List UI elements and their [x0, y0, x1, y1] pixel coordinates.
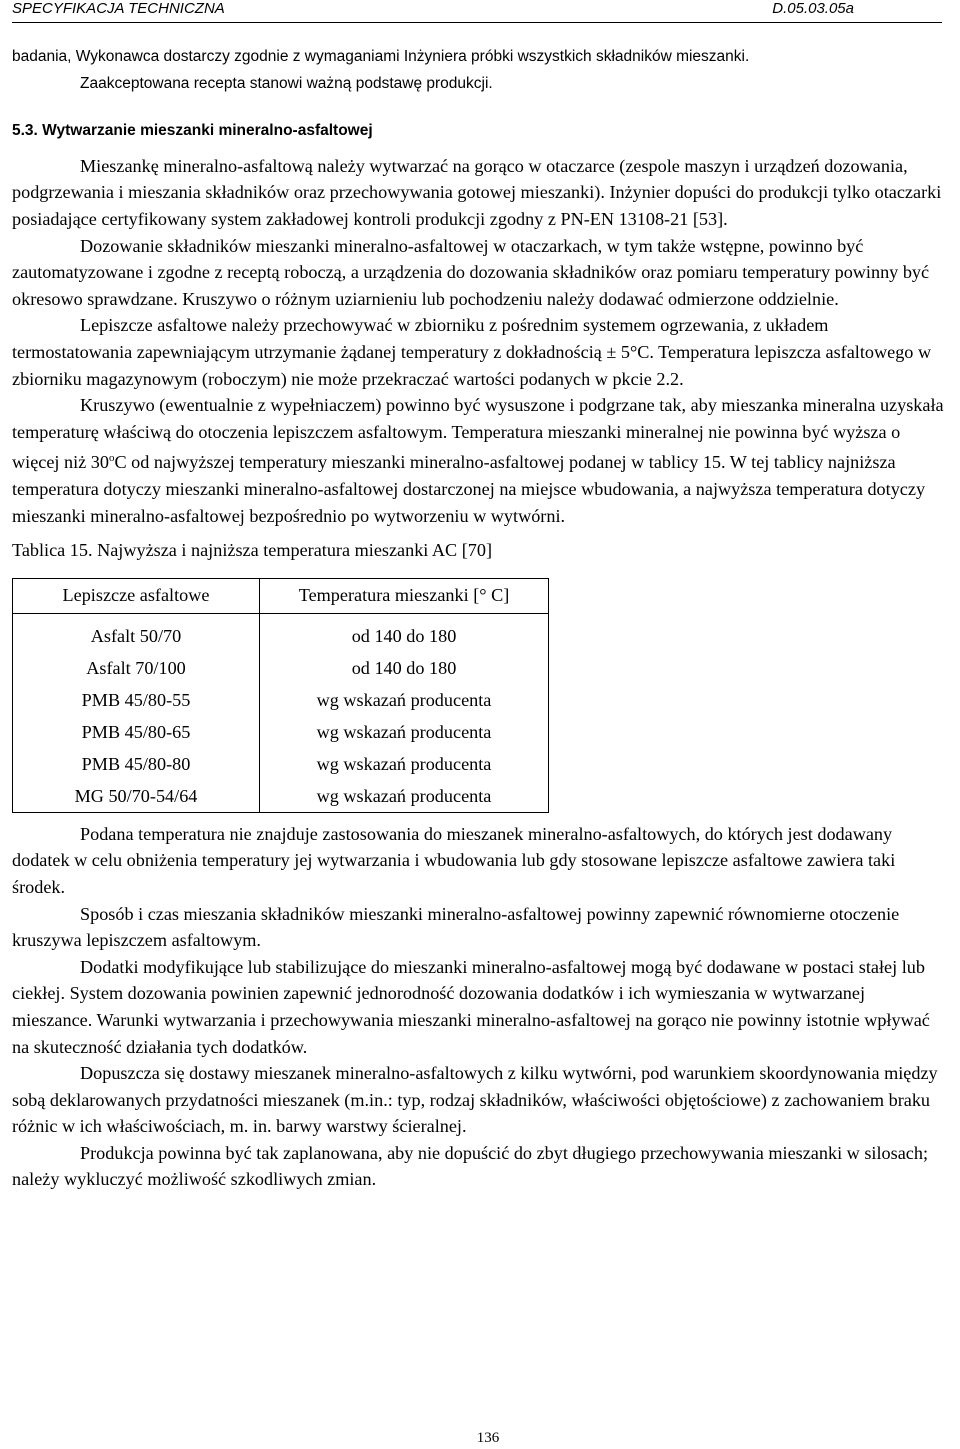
page-number: 136 [476, 1430, 500, 1446]
paragraph: Dodatki modyfikujące lub stabilizujące do mieszanki mineralno-asfaltowej mogą być dodawane w postaci stałej lub ciekłej. System dozowania powinien zapewnić jednorodność dozowania dodatków i ich wymieszania w wytwarzanej mieszance. Warunki wytwarzania i przechowywania mieszanki mineralno-asfaltowej na gorąco nie powinny istotnie wpływać na skuteczność działania tych dodatków. [12, 956, 930, 1057]
table-cell: wg wskazań producenta [260, 780, 549, 813]
paragraph: Kruszywo (ewentualnie z wypełniaczem) powinno być wysuszone i podgrzane tak, aby mieszanka mineralna uzyskała temperaturę właściwą do otoczenia lepiszczem asfaltowym. Temperatura mieszanki mineralnej nie powinna być wyższa o więcej niż 30$^o$C od najwyższej temperatury mieszanki mineralno-asfaltowej podanej w tablicy 15. W tej tablicy najniższa temperatura dotyczy mieszanki mineralno-asfaltowej dostarczonej na miejsce wbudowania, a najwyższa temperatura dotyczy mieszanki mineralno-asfaltowej bezpośrednio po wytworzeniu w wytwórni. [12, 395, 944, 526]
table-row [13, 780, 549, 813]
table-row [13, 748, 549, 780]
paragraph: Dopuszcza się dostawy mieszanek mineralno-asfaltowych z kilku wytwórni, pod warunkiem skoordynowania między sobą deklarowanych przydatności mieszanek (m.in.: typ, rodzaj składników, właściwości objętościowe) z zachowaniem braku różnic w ich właściwościach, m. in. barwy warstwy ścieralnej. [12, 1063, 938, 1137]
header-title: SPECYFIKACJA TECHNICZNA [12, 0, 225, 17]
paragraph: Podana temperatura nie znajduje zastosowania do mieszanek mineralno-asfaltowych, do których jest dodawany dodatek w celu obniżenia temperatury jej wytwarzania i wbudowania lub gdy stosowane lepiszcze asfaltowe zawiera taki środek. [12, 823, 896, 897]
intro-paragraph-2: Zaakceptowana recepta stanowi ważną podstawę produkcji. [80, 74, 493, 92]
table-cell: PMB 45/80-65 [13, 716, 260, 748]
table-cell: wg wskazań producenta [260, 748, 549, 780]
paragraph: Sposób i czas mieszania składników mieszanki mineralno-asfaltowej powinny zapewnić równomierne otoczenie kruszywa lepiszczem asfaltowym. [12, 903, 900, 951]
table-cell: od 140 do 180 [260, 613, 549, 652]
header-doc-code: D.05.03.05a [772, 0, 854, 17]
table-cell: wg wskazań producenta [260, 684, 549, 716]
table-cell: Asfalt 50/70 [13, 613, 260, 652]
table-cell: Asfalt 70/100 [13, 652, 260, 684]
table-row [13, 716, 549, 748]
table-row [13, 684, 549, 716]
table-cell: PMB 45/80-55 [13, 684, 260, 716]
table-caption: Tablica 15. Najwyższa i najniższa temperatura mieszanki AC [70] [12, 540, 493, 561]
table-cell: MG 50/70-54/64 [13, 780, 260, 813]
paragraph: Dozowanie składników mieszanki mineralno-asfaltowej w otaczarkach, w tym także wstępne, powinno być zautomatyzowane i zgodne z receptą roboczą, a urządzenia do dozowania składników oraz pomiaru temperatury powinny być okresowo sprawdzane. Kruszywo o różnym uziarnieniu lub pochodzeniu należy dodawać odmierzone oddzielnie. [12, 235, 930, 309]
section-heading: 5.3. Wytwarzanie mieszanki mineralno-asfaltowej [12, 122, 373, 140]
table-cell: PMB 45/80-80 [13, 748, 260, 780]
table-header: Lepiszcze asfaltowe [13, 578, 260, 613]
temperature-table [12, 578, 549, 813]
intro-paragraph: badania, Wykonawca dostarczy zgodnie z wymaganiami Inżyniera próbki wszystkich składników mieszanki. [12, 48, 750, 65]
page-header [12, 0, 942, 23]
document-body [12, 44, 948, 1193]
paragraph: Lepiszcze asfaltowe należy przechowywać w zbiorniku z pośrednim systemem ogrzewania, z układem termostatowania zapewniającym utrzymanie żądanej temperatury z dokładnością ± 5°C. Temperatura lepiszcza asfaltowego w zbiorniku magazynowym (roboczym) nie może przekraczać wartości podanych w pkcie 2.2. [12, 315, 932, 389]
table-cell: wg wskazań producenta [260, 716, 549, 748]
table-cell: od 140 do 180 [260, 652, 549, 684]
table-header: Temperatura mieszanki [° C] [260, 578, 549, 613]
paragraph: Mieszankę mineralno-asfaltową należy wytwarzać na gorąco w otaczarce (zespole maszyn i urządzeń dozowania, podgrzewania i mieszania składników oraz przechowywania gotowej mieszanki). Inżynier dopuści do produkcji tylko otaczarki posiadające certyfikowany system zakładowej kontroli produkcji zgodny z PN-EN 13108-21 [53]. [12, 155, 942, 229]
table-row [13, 613, 549, 652]
table-row [13, 652, 549, 684]
paragraph: Produkcja powinna być tak zaplanowana, aby nie dopuścić do zbyt długiego przechowywania mieszanki w silosach; należy wykluczyć możliwość szkodliwych zmian. [12, 1142, 928, 1190]
